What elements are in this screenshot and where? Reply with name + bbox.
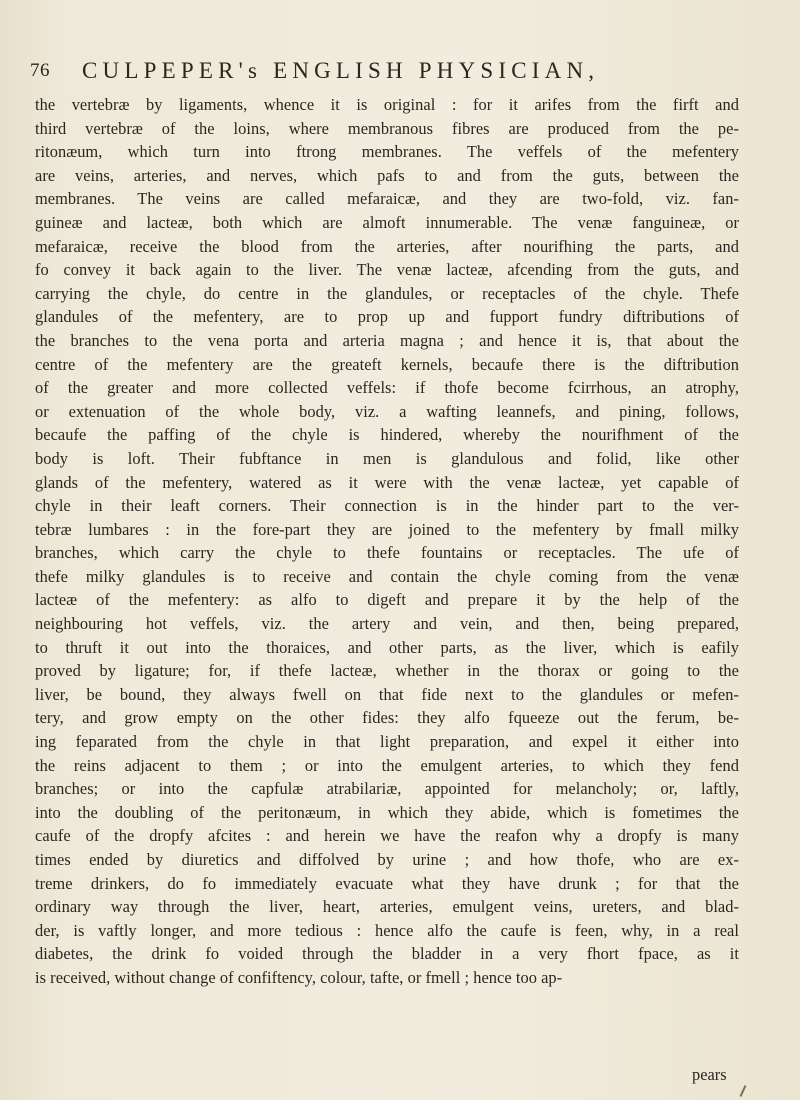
running-head: CULPEPER's ENGLISH PHYSICIAN, — [82, 58, 600, 83]
text-line: branches; or into the capfulæ atrabilariæ, appointed for melancholy; or, laftly, — [35, 779, 739, 799]
text-line: times ended by diuretics and diffolved by urine ; and how thofe, who are ex- — [35, 850, 739, 869]
text-line: body is loft. Their fubftance in men is glandulous and folid, like other — [35, 448, 739, 468]
text-line: of the greater and more collected veffels: if thofe become fcirrhous, an atrophy, — [35, 378, 739, 398]
text-line: are veins, arteries, and nerves, which pafs to and from the guts, between the — [35, 165, 739, 185]
text-line: thefe milky glandules is to receive and contain the chyle coming from the venæ — [35, 566, 739, 586]
page-number: 76 — [30, 60, 50, 81]
text-line: diabetes, the drink fo voided through the bladder in a very fhort fpace, as it — [35, 944, 739, 964]
page-mark — [740, 1085, 747, 1097]
text-line: the branches to the vena porta and arteria magna ; and hence it is, that about the — [35, 330, 739, 350]
text-line: the vertebræ by ligaments, whence it is original : for it arifes from the firft and — [35, 95, 739, 114]
text-line: chyle in their leaft corners. Their connection is in the hinder part to the ver- — [35, 496, 739, 516]
text-line: centre of the mefentery are the greateft kernels, becaufe there is the diftribution — [35, 354, 739, 374]
text-line: liver, be bound, they always fwell on that fide next to the glandules or mefen- — [35, 684, 739, 704]
text-line: lacteæ of the mefentery: as alfo to digeft and prepare it by the help of the — [35, 590, 739, 610]
text-line: der, is vaftly longer, and more tedious : hence alfo the caufe is feen, why, in a real — [35, 920, 739, 940]
body-text — [35, 93, 739, 990]
text-line: proved by ligature; for, if thefe lacteæ, whether in the thorax or going to the — [35, 661, 739, 681]
text-line: tery, and grow empty on the other fides: they alfo fqueeze out the ferum, be- — [35, 708, 739, 728]
text-line: ritonæum, which turn into ftrong membranes. The veffels of the mefentery — [35, 142, 739, 162]
page-header — [30, 58, 740, 88]
text-line: becaufe the paffing of the chyle is hindered, whereby the nourifhment of the — [35, 425, 739, 445]
text-line: caufe of the dropfy afcites : and herein we have the reafon why a dropfy is many — [35, 826, 739, 846]
text-line: glands of the mefentery, watered as it were with the venæ lacteæ, yet capable of — [35, 472, 739, 492]
text-line: carrying the chyle, do centre in the glandules, or receptacles of the chyle. Thefe — [35, 283, 739, 303]
catchword: pears — [692, 1065, 727, 1084]
text-line: guineæ and lacteæ, both which are almoft innumerable. The venæ fanguineæ, or — [35, 212, 739, 232]
text-line: third vertebræ of the loins, where membranous fibres are produced from the pe- — [35, 118, 739, 138]
text-line: glandules of the mefentery, are to prop up and fupport fundry diftributions of — [35, 307, 739, 327]
text-line: or extenuation of the whole body, viz. a wafting leannefs, and pining, follows, — [35, 401, 739, 421]
text-line: is received, without change of confiftency, colour, tafte, or fmell ; hence too ap- — [35, 967, 563, 987]
text-line: membranes. The veins are called mefaraicæ, and they are two-fold, viz. fan- — [35, 189, 739, 209]
text-line: to thruft it out into the thoraices, and other parts, as the liver, which is eafily — [35, 637, 739, 657]
text-line: ordinary way through the liver, heart, arteries, emulgent veins, ureters, and blad- — [35, 897, 739, 917]
text-line: ing feparated from the chyle in that light preparation, and expel it either into — [35, 732, 739, 752]
text-line: neighbouring hot veffels, viz. the artery and vein, and then, being prepared, — [35, 614, 739, 634]
text-line: the reins adjacent to them ; or into the emulgent arteries, to which they fend — [35, 755, 739, 775]
text-line: mefaraicæ, receive the blood from the arteries, after nourifhing the parts, and — [35, 236, 739, 256]
text-line: into the doubling of the peritonæum, in which they abide, which is fometimes the — [35, 802, 739, 822]
text-line: treme drinkers, do fo immediately evacuate what they have drunk ; for that the — [35, 873, 739, 893]
text-line: tebræ lumbares : in the fore-part they are joined to the mefentery by fmall milky — [35, 519, 739, 539]
text-line: branches, which carry the chyle to thefe fountains or receptacles. The ufe of — [35, 543, 739, 563]
text-line: fo convey it back again to the liver. The venæ lacteæ, afcending from the guts, and — [35, 260, 739, 280]
